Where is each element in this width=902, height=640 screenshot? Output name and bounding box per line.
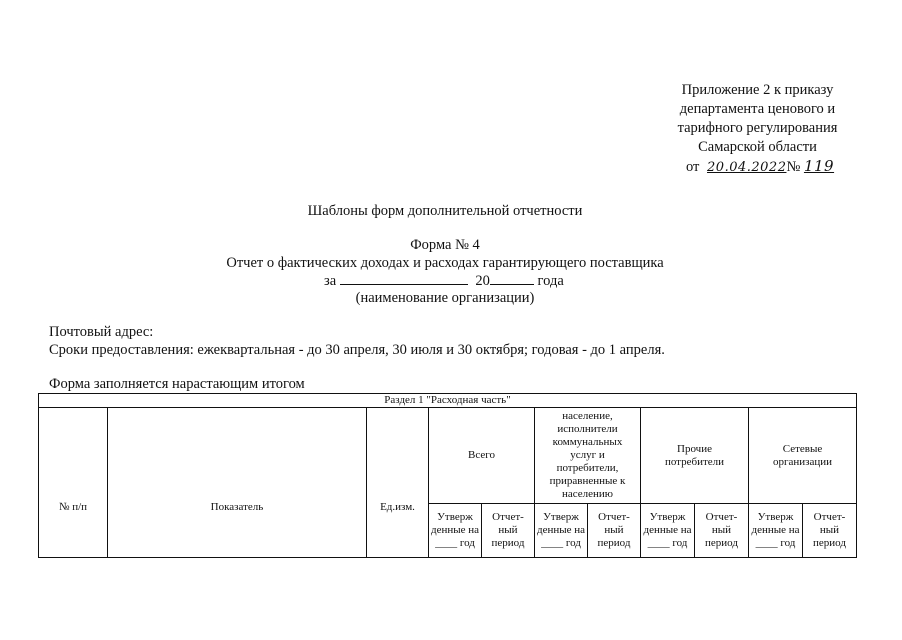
sub-actual-total: Отчет-ный период <box>482 504 535 558</box>
period-blank[interactable] <box>340 271 468 285</box>
appendix-line-4: Самарской области <box>698 139 817 155</box>
appendix-date-line <box>660 157 855 177</box>
org-note: (наименование организации) <box>355 290 535 306</box>
header-num: № п/п <box>39 408 108 558</box>
period-prefix: за <box>324 273 337 289</box>
appendix-line-1: Приложение 2 к приказу <box>681 82 834 98</box>
number-prefix: № <box>786 159 801 175</box>
group-other-consumers: Прочие потребители <box>641 408 749 504</box>
sub-approved-other: Утверж денные на ____ год <box>641 504 695 558</box>
section-title: Раздел 1 "Расходная часть" <box>39 394 857 408</box>
appendix-block <box>660 81 855 177</box>
sub-approved-network: Утверж денные на ____ год <box>749 504 803 558</box>
date-prefix: от <box>686 159 700 175</box>
report-title: Отчет о фактических доходах и расходах гарантирующего поставщика <box>226 255 664 271</box>
expense-table <box>38 393 857 558</box>
period-line <box>324 271 564 291</box>
sub-approved-population: Утверж денные на ____ год <box>535 504 588 558</box>
cumulative-note: Форма заполняется нарастающим итогом <box>49 376 305 392</box>
group-total: Всего <box>429 408 535 504</box>
sub-actual-network: Отчет-ный период <box>803 504 857 558</box>
group-population: население, исполнители коммунальных услуг и потребители, приравненные к населению <box>535 408 641 504</box>
period-year-prefix: 20 <box>475 273 490 289</box>
appendix-number: 119 <box>803 157 835 175</box>
form-number: Форма № 4 <box>410 237 480 253</box>
header-indicator: Показатель <box>108 408 367 558</box>
sub-actual-population: Отчет-ный период <box>588 504 641 558</box>
page-title: Шаблоны форм дополнительной отчетности <box>307 203 583 219</box>
appendix-line-3: тарифного регулирования <box>677 120 838 136</box>
appendix-date: 20.04.2022 <box>707 160 787 175</box>
year-blank[interactable] <box>490 271 534 285</box>
sub-approved-total: Утверж денные на ____ год <box>429 504 482 558</box>
group-network-orgs: Сетевые организации <box>749 408 857 504</box>
sub-actual-other: Отчет-ный период <box>695 504 749 558</box>
appendix-line-2: департамента ценового и <box>679 101 836 117</box>
deadlines-text: Сроки предоставления: ежеквартальная - до 30 апреля, 30 июля и 30 октября; годовая - до 1 апреля. <box>49 342 665 358</box>
header-unit: Ед.изм. <box>367 408 429 558</box>
postal-address-label: Почтовый адрес: <box>49 324 154 340</box>
period-suffix: года <box>537 273 564 289</box>
